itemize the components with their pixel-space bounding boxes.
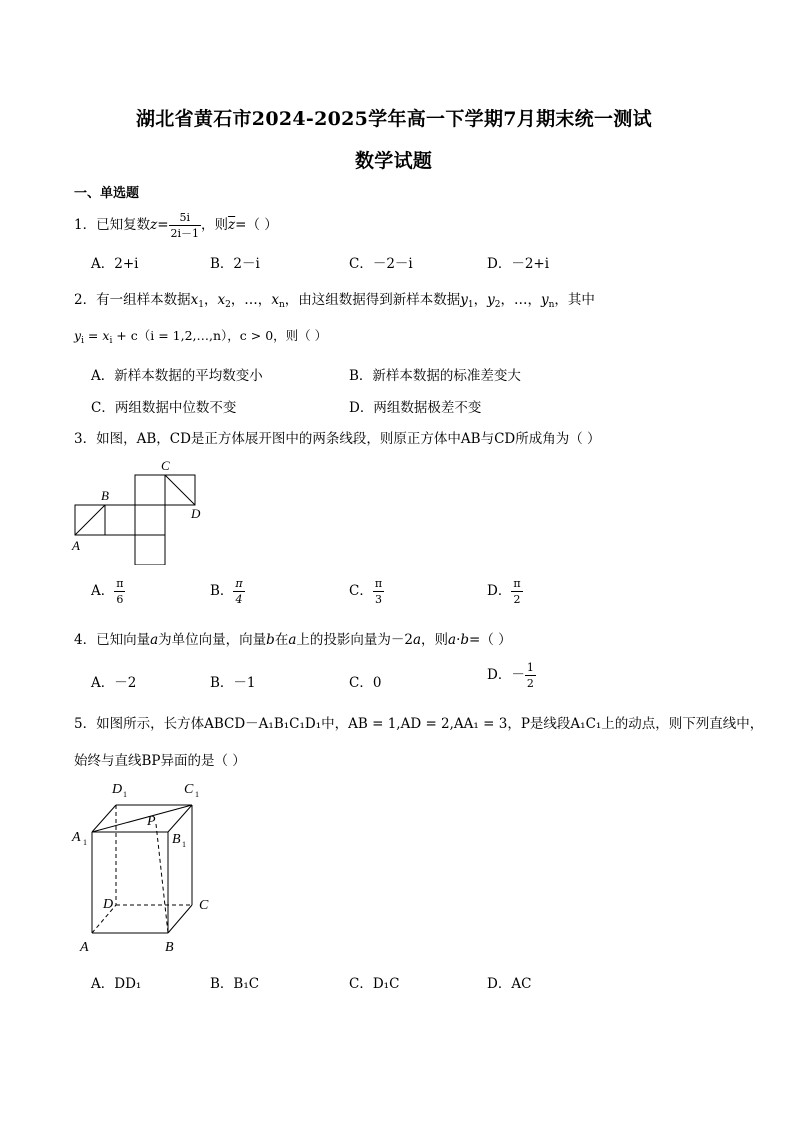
question-2-xn-sub: n <box>278 300 285 310</box>
question-4-text <box>74 628 512 648</box>
question-2-x1: x <box>190 292 199 308</box>
question-1-option-b[interactable]: B．2－i <box>210 256 260 272</box>
cuboid-label-b: B <box>165 940 174 955</box>
option-letter: C． <box>349 583 373 599</box>
question-1 <box>74 212 278 239</box>
question-5-option-a[interactable]: A．DD₁ <box>91 976 142 992</box>
option-frac-num: π <box>374 577 383 590</box>
question-5-line-1: 5．如图所示，长方体ABCD－A₁B₁C₁D₁中，AB = 1,AD = 2,AA₁ = 3，P是线段A₁C₁上的动点，则下列直线中， <box>74 716 764 732</box>
q4-text-b: 为单位向量，向量 <box>158 632 267 648</box>
q4-option-d-num: 1 <box>526 661 534 674</box>
q4-text-a: 4．已知向量 <box>74 632 151 648</box>
question-2-sep1: ， <box>203 292 218 308</box>
question-1-number: 1． <box>74 217 97 233</box>
question-2-tail: ，其中 <box>554 292 595 308</box>
question-1-option-c[interactable]: C．－2－i <box>349 256 413 272</box>
question-5-option-c[interactable]: C．D₁C <box>349 976 400 992</box>
option-frac-num: π <box>116 577 124 590</box>
question-2-x2: x <box>217 292 226 308</box>
question-5-option-d[interactable]: D．AC <box>487 976 532 992</box>
cube-net-label-b: B <box>101 488 109 503</box>
question-2-option-c[interactable]: C．两组数据中位数不变 <box>91 400 237 416</box>
question-2-xn: x <box>271 292 279 308</box>
cuboid-label-b1-sub: 1 <box>182 840 186 849</box>
option-letter: D． <box>487 583 512 599</box>
cuboid-label-a1-sub: 1 <box>83 838 87 847</box>
cuboid-label-a: A <box>80 940 89 955</box>
q4-vec-b: b <box>266 632 275 648</box>
question-2-line-2 <box>74 326 327 346</box>
question-2-prefix: 2．有一组样本数据 <box>74 292 191 308</box>
question-2-y1: y <box>460 292 468 308</box>
question-2-y2: y <box>487 292 495 308</box>
question-2-y1-sub: 1 <box>467 300 474 310</box>
cuboid-label-d1-sub: 1 <box>123 790 127 799</box>
question-1-eq: = <box>157 217 169 233</box>
question-5-option-b[interactable]: B．B₁C <box>210 976 260 992</box>
q4-text-e: ，则 <box>421 632 449 648</box>
cuboid-figure <box>68 775 228 960</box>
question-3-text: 3．如图，AB，CD是正方体展开图中的两条线段，则原正方体中AB与CD所成角为（ ） <box>74 431 601 447</box>
question-2-option-d[interactable]: D．两组数据极差不变 <box>349 400 482 416</box>
q4-text-c: 在 <box>274 632 289 648</box>
question-2-rest: + c（i = 1,2,…,n），c > 0，则（ ） <box>112 328 328 343</box>
cube-net-label-d: D <box>191 506 201 521</box>
q4-vec-a3: a <box>412 632 422 648</box>
question-2-ellipsis1: ，…， <box>230 292 272 308</box>
question-1-fraction <box>169 212 202 239</box>
question-1-mid: ，则 <box>201 217 229 233</box>
question-1-z: z <box>150 217 158 233</box>
question-3-option-b[interactable] <box>210 578 245 605</box>
question-2-sep2: ， <box>473 292 488 308</box>
question-3-option-a[interactable] <box>91 578 125 605</box>
question-4-option-b[interactable]: B．－1 <box>210 675 256 691</box>
q4-text-f: =（ ） <box>469 632 512 648</box>
option-frac-den: 3 <box>374 593 382 606</box>
question-1-frac-den: 2i－1 <box>170 227 200 240</box>
cube-net-figure <box>68 455 208 565</box>
question-2-x1-sub: 1 <box>198 300 204 310</box>
question-2-y2-sub: 2 <box>494 300 501 310</box>
cuboid-label-p: P <box>147 814 156 829</box>
option-frac-den: 2 <box>513 593 521 606</box>
question-2-yn-sub: n <box>548 300 555 310</box>
q4-dot-a: a <box>448 632 457 648</box>
option-frac-num: π <box>513 577 521 590</box>
cuboid-label-c1: C <box>184 782 194 797</box>
q4-vec-a: a <box>150 632 159 648</box>
cuboid-label-b1: B <box>172 832 181 847</box>
question-4-option-d[interactable] <box>487 662 536 689</box>
question-1-option-a[interactable]: A．2+i <box>91 256 139 272</box>
question-1-frac-num: 5i <box>169 212 202 226</box>
option-letter: A． <box>91 583 115 599</box>
question-2-yi: y <box>74 328 82 343</box>
section-heading: 一、单选题 <box>74 186 140 201</box>
question-2-mid: ，由这组数据得到新样本数据 <box>284 292 461 308</box>
cuboid-label-c1-sub: 1 <box>195 790 199 799</box>
question-2-xi-sub: i <box>109 336 113 346</box>
question-2-x2-sub: 2 <box>225 300 231 310</box>
question-1-zbar: $\overline{z}$ <box>228 217 236 233</box>
cuboid-label-c: C <box>199 898 209 913</box>
option-frac-den: 4 <box>235 593 243 606</box>
q4-dot: · <box>456 632 461 648</box>
q4-dot-b: b <box>460 632 470 648</box>
cuboid-label-d1: D <box>112 782 123 797</box>
question-4-option-c[interactable]: C．0 <box>349 675 382 691</box>
question-2-line-1 <box>74 288 595 310</box>
question-3-option-c[interactable] <box>349 578 384 605</box>
q4-option-d-den: 2 <box>526 677 534 690</box>
question-2-option-b[interactable]: B．新样本数据的标准差变大 <box>349 368 521 384</box>
cube-net-label-c: C <box>161 458 170 473</box>
question-2-ellipsis2: ，…， <box>500 292 541 308</box>
q4-text-d: 上的投影向量为－2 <box>296 632 413 648</box>
question-5-line-2: 始终与直线BP异面的是（ ） <box>74 753 246 769</box>
q4-vec-a2: a <box>288 632 297 648</box>
question-1-prefix: 已知复数 <box>96 217 151 233</box>
question-1-option-d[interactable]: D．－2+i <box>487 256 550 272</box>
question-2-yn: y <box>540 292 549 308</box>
cuboid-label-a1: A <box>72 830 81 845</box>
question-2-yi-sub: i <box>81 336 84 346</box>
option-frac-den: 6 <box>116 593 124 606</box>
cuboid-label-d: D <box>103 897 114 912</box>
question-2-option-a[interactable]: A．新样本数据的平均数变小 <box>91 368 263 384</box>
question-2-eq: = x <box>83 328 110 343</box>
option-frac-num: π <box>235 577 243 590</box>
page-subtitle: 数学试题 <box>355 150 433 172</box>
cube-net-label-a: A <box>72 538 80 553</box>
option-letter: B． <box>210 583 234 599</box>
question-4-option-a[interactable]: A．－2 <box>91 675 137 691</box>
q4-option-d-prefix: D．－ <box>487 667 525 683</box>
page-title: 湖北省黄石市2024-2025学年高一下学期7月期末统一测试 <box>136 108 652 130</box>
question-1-tail: =（ ） <box>235 217 278 233</box>
question-3-option-d[interactable] <box>487 578 523 605</box>
